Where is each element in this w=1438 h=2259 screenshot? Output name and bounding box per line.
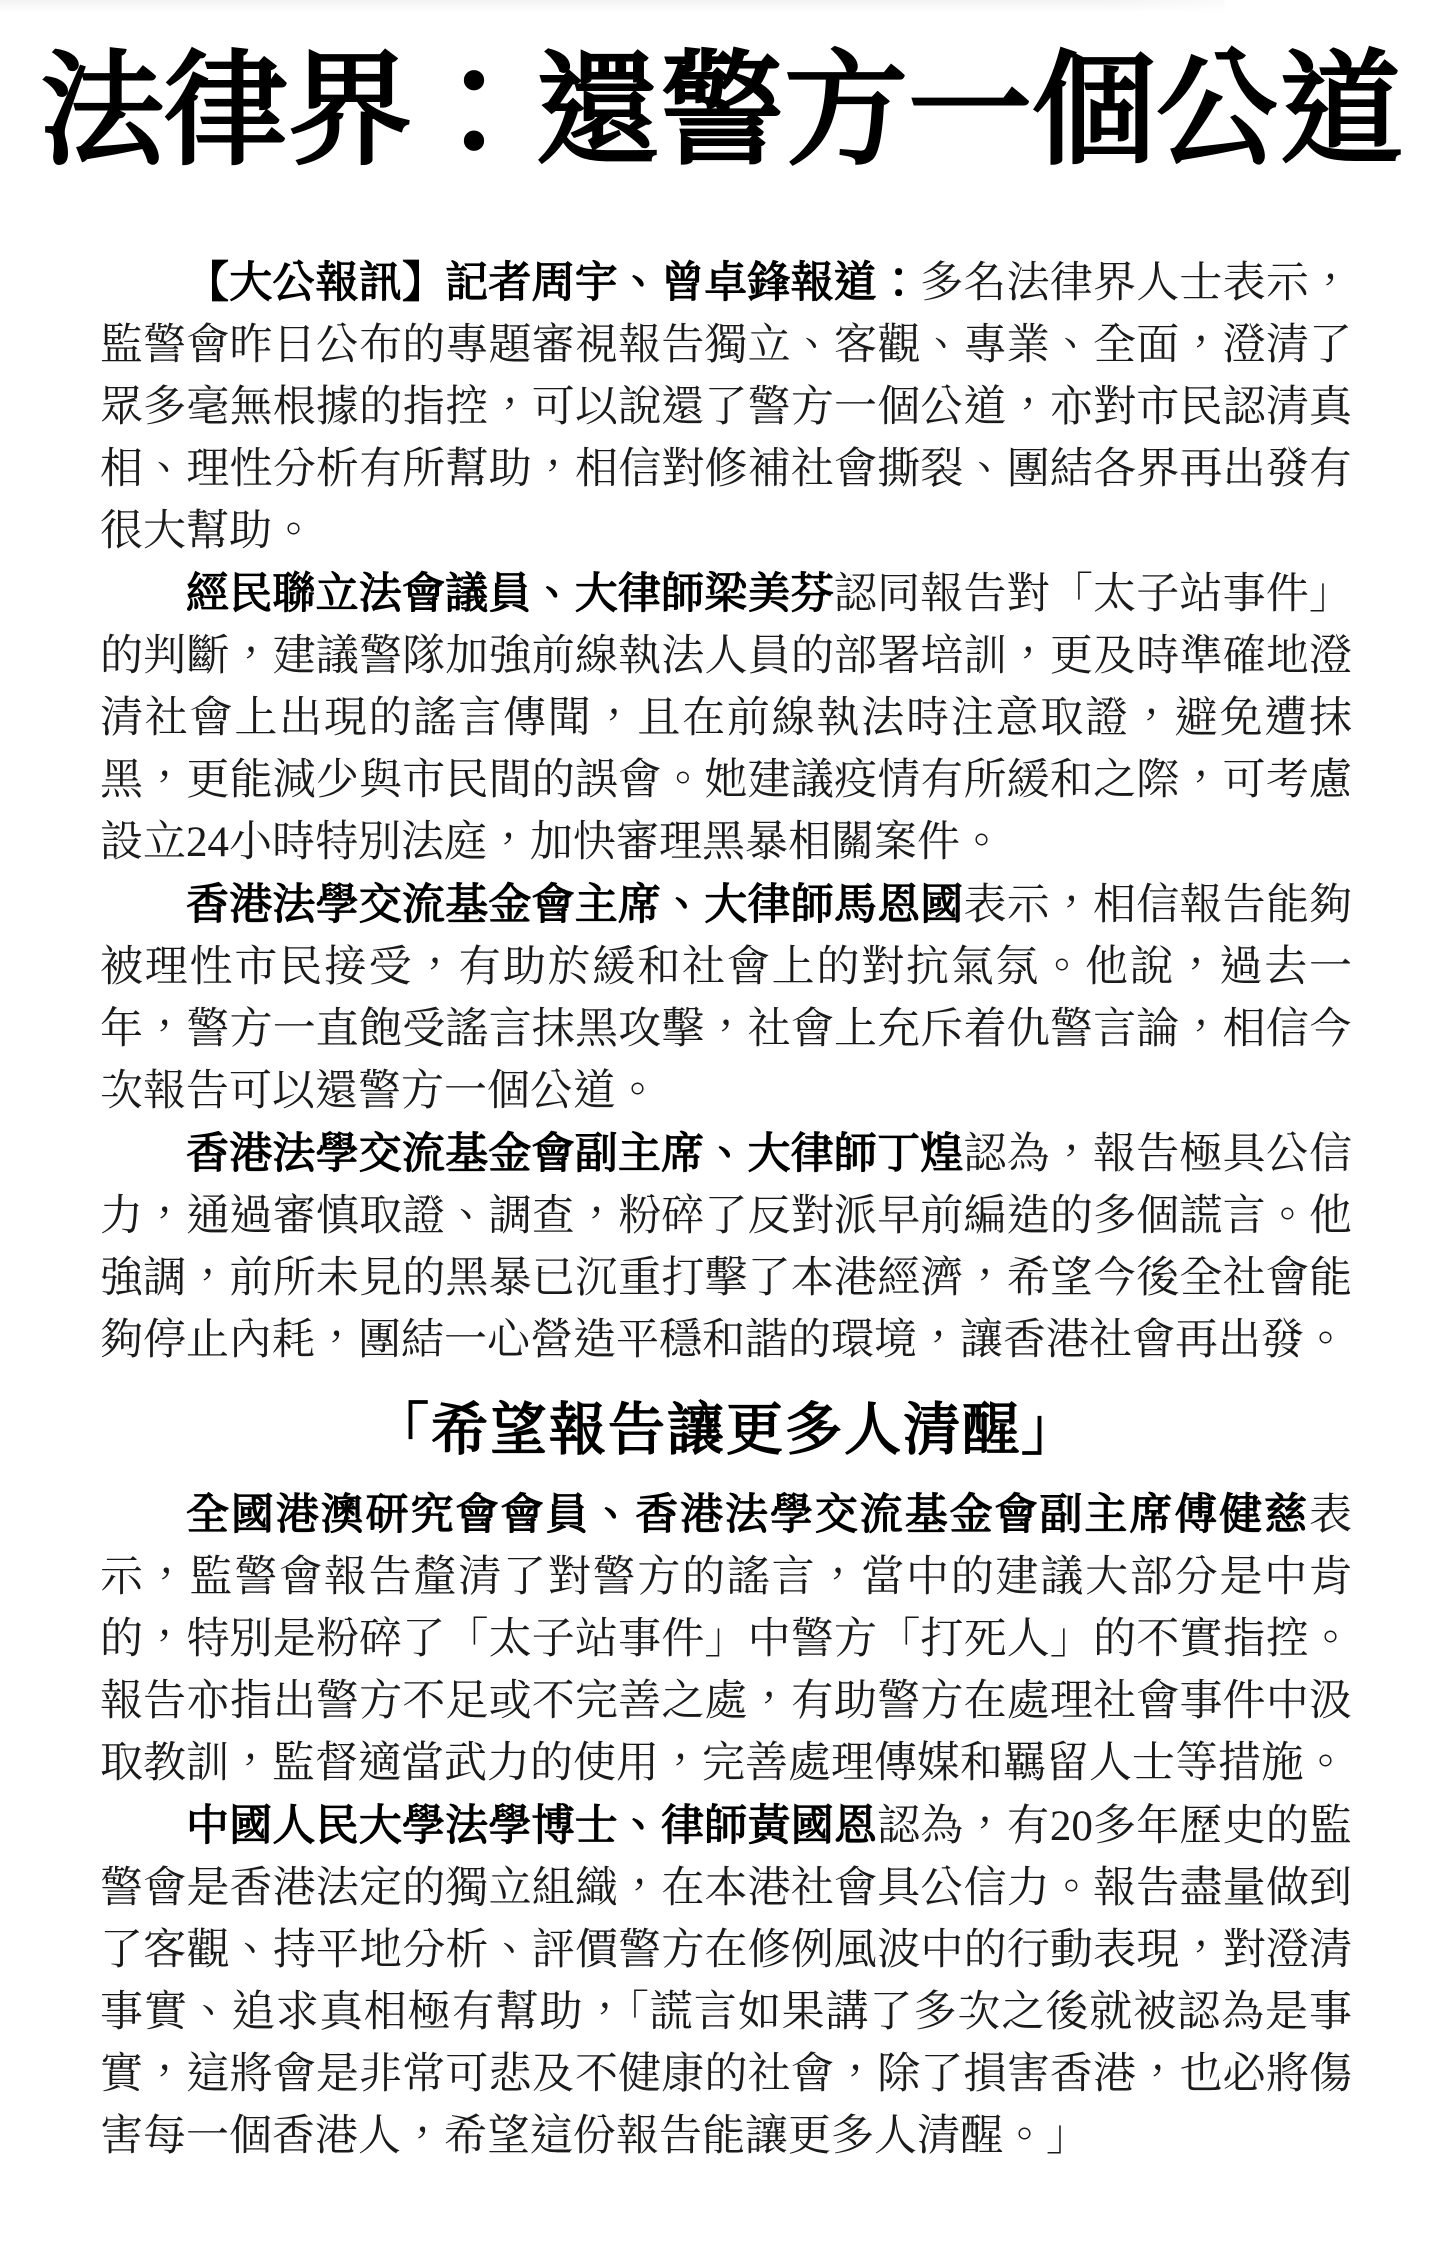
paragraph-text: 認為，報告極具公信力，通過審慎取證、調查，粉碎了反對派早前編造的多個謊言。他強調，前所未見的黑暴已沉重打擊了本港經濟，希望今後全社會能夠停止內耗，團結一心營造平穩和諧的環境，讓香港社會再出發。	[100, 1131, 1353, 1364]
paragraph-lead: 全國港澳研究會會員、香港法學交流基金會副主席傅健慈	[186, 1491, 1309, 1539]
page-top-edge-fade	[1100, 0, 1438, 13]
paragraph-text: 表示，相信報告能夠被理性市民接受，有助於緩和社會上的對抗氣氛。他說，過去一年，警方一直飽受謠言抹黑攻擊，社會上充斥着仇警言論，相信今次報告可以還警方一個公道。	[100, 882, 1353, 1115]
article-body	[100, 252, 1352, 2168]
article-headline: 法律界：還警方一個公道	[40, 42, 1405, 180]
page-top-edge-shade	[0, 0, 1225, 13]
paragraph-text: 認為，有20多年歷史的監警會是香港法定的獨立組織，在本港社會具公信力。報告盡量做到了客觀、持平地分析、評價警方在修例風波中的行動表現，對澄清事實、追求真相極有幫助，「謊言如果講了多次之後就被認為是事實，這將會是非常可悲及不健康的社會，除了損害香港，也必將傷害每一個香港人，希望這份報告能讓更多人清醒。」	[100, 1803, 1353, 2160]
paragraph-lead: 經民聯立法會議員、大律師梁美芬	[186, 570, 834, 618]
paragraph	[100, 252, 1352, 563]
paragraph-lead: 香港法學交流基金會主席、大律師馬恩國	[186, 881, 964, 929]
paragraph	[100, 1795, 1352, 2168]
section-subhead: 「希望報告讓更多人清醒」	[372, 1399, 1080, 1462]
paragraph-lead: 香港法學交流基金會副主席、大律師丁煌	[186, 1130, 964, 1178]
paragraph	[100, 1484, 1352, 1795]
paragraph	[100, 563, 1352, 874]
paragraph	[100, 1123, 1352, 1372]
paragraph-lead: 中國人民大學法學博士、律師黃國恩	[186, 1802, 878, 1850]
paragraph-text: 認同報告對「太子站事件」的判斷，建議警隊加強前線執法人員的部署培訓，更及時準確地澄清社會上出現的謠言傳聞，且在前線執法時注意取證，避免遭抹黑，更能減少與市民間的誤會。她建議疫情有所緩和之際，可考慮設立24小時特別法庭，加快審理黑暴相關案件。	[100, 571, 1353, 866]
paragraph-text: 表示，監警會報告釐清了對警方的謠言，當中的建議大部分是中肯的，特別是粉碎了「太子站事件」中警方「打死人」的不實指控。報告亦指出警方不足或不完善之處，有助警方在處理社會事件中汲取教訓，監督適當武力的使用，完善處理傳媒和羈留人士等措施。	[100, 1492, 1352, 1787]
paragraph-text: 多名法律界人士表示，監警會昨日公布的專題審視報告獨立、客觀、專業、全面，澄清了眾多毫無根據的指控，可以說還了警方一個公道，亦對市民認清真相、理性分析有所幫助，相信對修補社會撕裂、團結各界再出發有很大幫助。	[100, 260, 1353, 555]
paragraph-lead: 【大公報訊】記者周宇、曾卓鋒報道：	[186, 259, 921, 307]
paragraph	[100, 874, 1352, 1123]
